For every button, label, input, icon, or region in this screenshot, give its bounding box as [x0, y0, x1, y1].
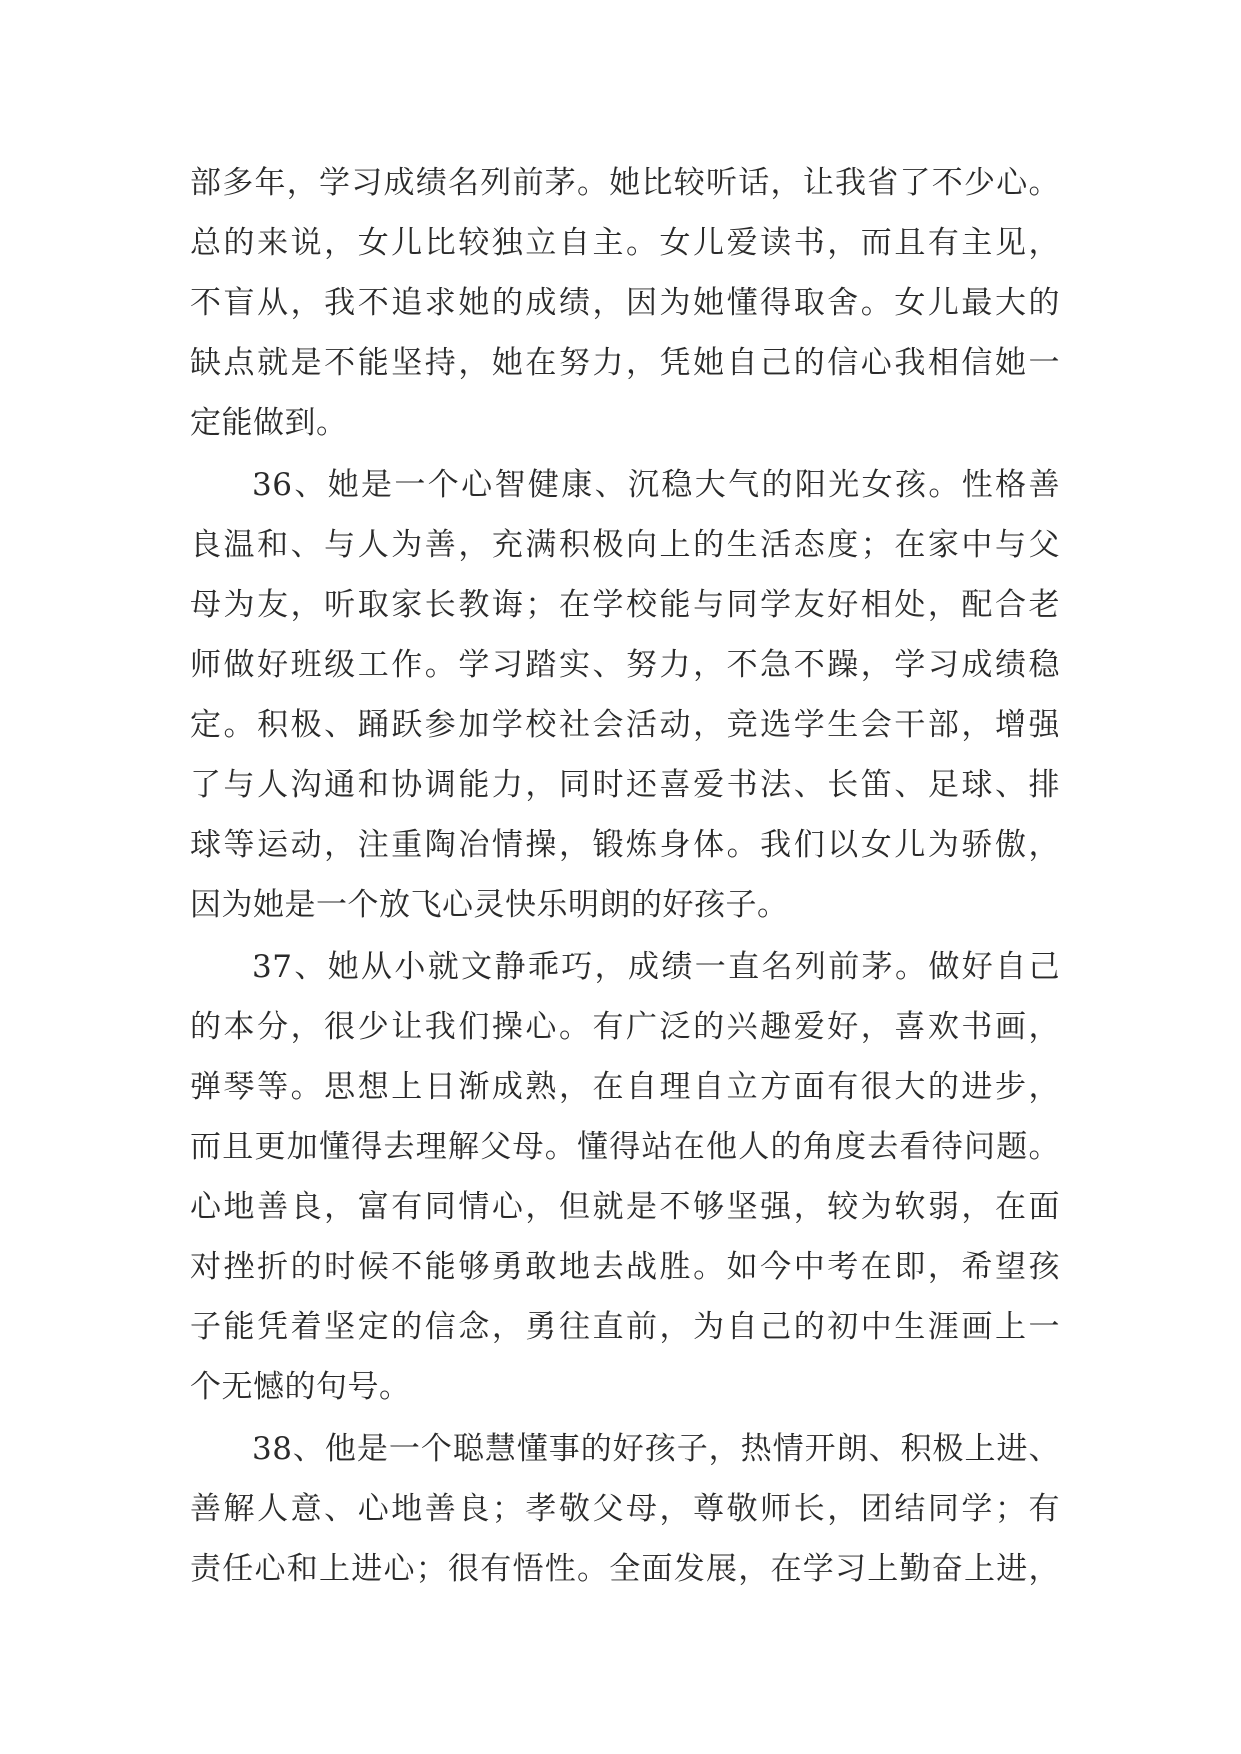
text-line: 良温和、与人为善，充满积极向上的生活态度；在家中与父: [190, 527, 1060, 563]
text-line: 的本分，很少让我们操心。有广泛的兴趣爱好，喜欢书画，: [190, 1009, 1060, 1045]
text-line: 球等运动，注重陶冶情操，锻炼身体。我们以女儿为骄傲，: [190, 827, 1060, 863]
text-line: 不盲从，我不追求她的成绩，因为她懂得取舍。女儿最大的: [190, 285, 1060, 321]
text-line: 子能凭着坚定的信念，勇往直前，为自己的初中生涯画上一: [190, 1309, 1060, 1345]
text-line: 善解人意、心地善良；孝敬父母，尊敬师长，团结同学；有: [190, 1491, 1060, 1527]
paragraph-38-first-line: 38、他是一个聪慧懂事的好孩子，热情开朗、积极上进、: [252, 1431, 1060, 1467]
paragraph-36-first-line: 36、她是一个心智健康、沉稳大气的阳光女孩。性格善: [252, 467, 1060, 503]
text-line: 总的来说，女儿比较独立自主。女儿爱读书，而且有主见，: [190, 225, 1060, 261]
text-line: 缺点就是不能坚持，她在努力，凭她自己的信心我相信她一: [190, 345, 1060, 381]
text-line: 心地善良，富有同情心，但就是不够坚强，较为软弱，在面: [190, 1189, 1060, 1225]
text-line: 母为友，听取家长教诲；在学校能与同学友好相处，配合老: [190, 587, 1060, 623]
text-line: 部多年，学习成绩名列前茅。她比较听话，让我省了不少心。: [190, 165, 1060, 201]
text-line: 了与人沟通和协调能力，同时还喜爱书法、长笛、足球、排: [190, 767, 1060, 803]
text-line: 因为她是一个放飞心灵快乐明朗的好孩子。: [190, 887, 789, 923]
text-line: 而且更加懂得去理解父母。懂得站在他人的角度去看待问题。: [190, 1129, 1060, 1165]
paragraph-37-first-line: 37、她从小就文静乖巧，成绩一直名列前茅。做好自己: [252, 949, 1060, 985]
text-line: 个无憾的句号。: [190, 1369, 411, 1405]
text-line: 对挫折的时候不能够勇敢地去战胜。如今中考在即，希望孩: [190, 1249, 1060, 1285]
text-line: 定。积极、踊跃参加学校社会活动，竞选学生会干部，增强: [190, 707, 1060, 743]
text-line: 责任心和上进心；很有悟性。全面发展，在学习上勤奋上进，: [190, 1551, 1060, 1587]
text-line: 弹琴等。思想上日渐成熟，在自理自立方面有很大的进步，: [190, 1069, 1060, 1105]
text-line: 师做好班级工作。学习踏实、努力，不急不躁，学习成绩稳: [190, 647, 1060, 683]
text-line: 定能做到。: [190, 405, 348, 441]
